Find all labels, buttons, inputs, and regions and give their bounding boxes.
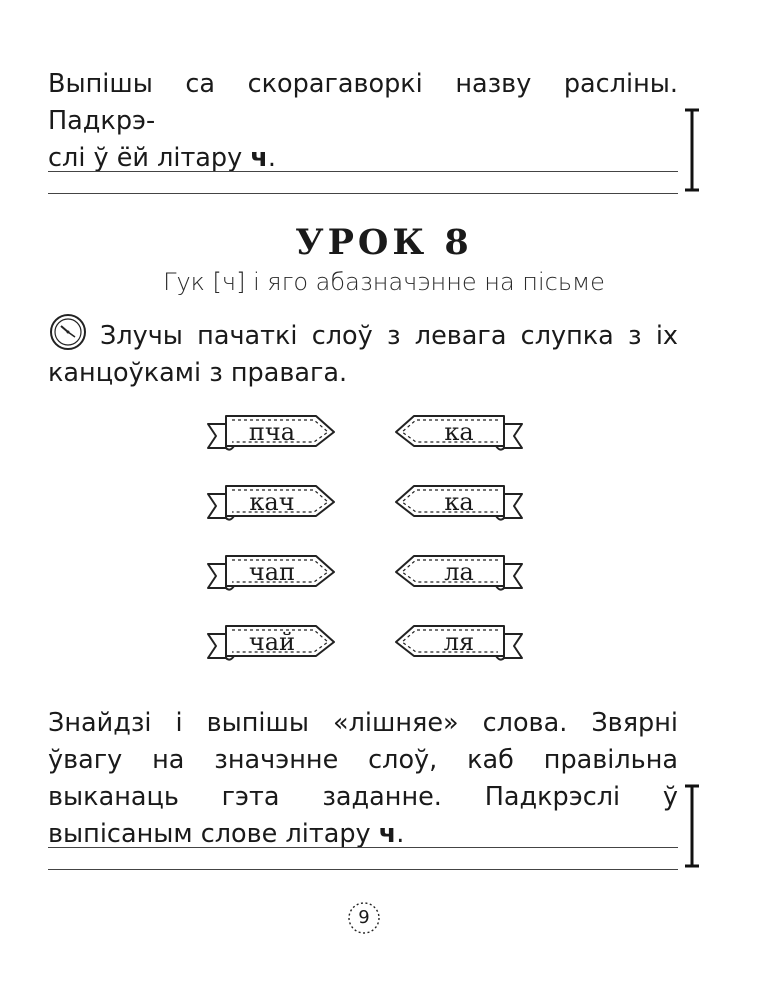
page-number — [346, 900, 382, 936]
word-end-ribbon[interactable] — [390, 476, 526, 532]
word-start-label: пча — [248, 418, 296, 446]
word-end-label: ка — [444, 418, 474, 446]
writing-line[interactable] — [48, 171, 678, 172]
task1-line2-post: . — [267, 143, 276, 173]
task3-post: . — [396, 819, 405, 849]
writing-line[interactable] — [48, 193, 678, 194]
task3-instruction: Знайдзі і выпішы «лішняе» слова. Звярні ўвагу на значэнне слоў, каб правільна выканаць гэта заданне. Падкрэслі ў выпісаным слове літару — [48, 708, 678, 849]
word-end-label: ла — [444, 558, 474, 586]
task1-text — [48, 66, 678, 177]
task1-letter: ч — [250, 143, 268, 173]
word-start-ribbon[interactable] — [204, 546, 340, 602]
writing-line[interactable] — [48, 869, 678, 870]
task2-instruction: Злучы пачаткі слоў з левага слупка з іх канцоўкамі з правага. — [48, 321, 678, 388]
word-end-label: ля — [443, 628, 475, 656]
task3-letter: ч — [378, 819, 397, 849]
lesson-title: УРОК 8 — [295, 222, 473, 263]
task3-text — [48, 705, 678, 853]
word-end-ribbon[interactable] — [390, 616, 526, 672]
bracket-icon — [683, 108, 701, 192]
task1-line1: Выпішы са скорагаворкі назву расліны. Падкрэ- — [48, 69, 678, 136]
task1-line2-pre: слі ў ёй літару — [48, 143, 251, 173]
word-end-ribbon[interactable] — [390, 546, 526, 602]
word-start-label: кач — [249, 488, 295, 516]
word-start-label: чап — [248, 558, 296, 586]
word-start-ribbon[interactable] — [204, 406, 340, 462]
word-end-ribbon[interactable] — [390, 406, 526, 462]
word-end-label: ка — [444, 488, 474, 516]
word-start-ribbon[interactable] — [204, 616, 340, 672]
bracket-icon — [683, 784, 701, 868]
task2-text — [48, 318, 678, 392]
page-number-text: 9 — [358, 907, 370, 928]
writing-line[interactable] — [48, 847, 678, 848]
word-start-label: чай — [248, 628, 296, 656]
word-start-ribbon[interactable] — [204, 476, 340, 532]
lesson-subtitle: Гук [ч] і яго абазначэнне на пісьме — [163, 268, 605, 296]
